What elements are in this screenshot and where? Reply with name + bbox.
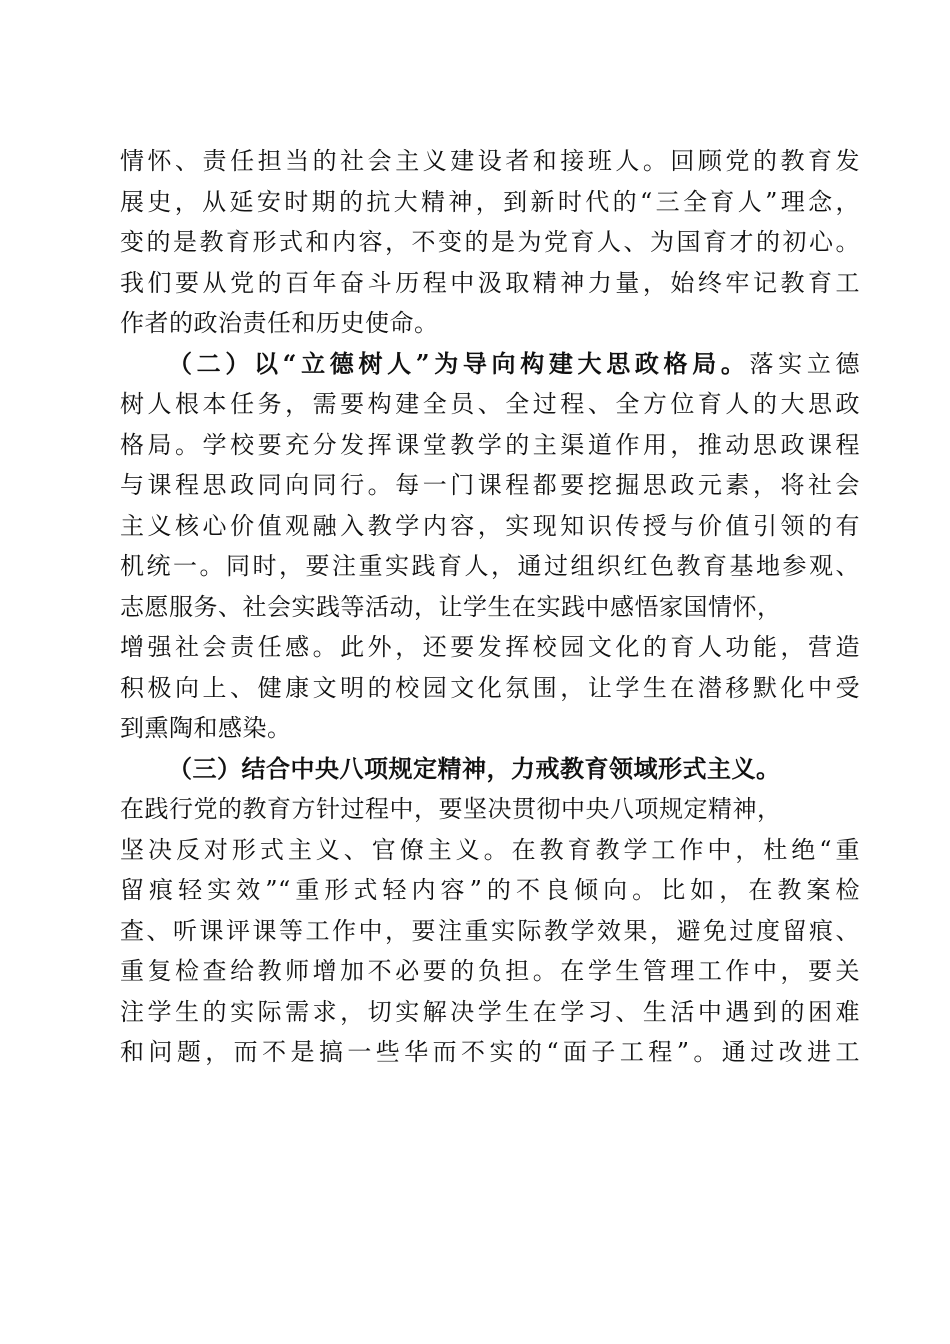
line-text: 查、听课评课等工作中，要注重实际教学效果，避免过度留痕、 (120, 916, 860, 945)
text-line (120, 384, 860, 425)
line-text: 注学生的实际需求，切实解决学生在学习、生活中遇到的困难 (120, 997, 860, 1026)
line-text: 机统一。同时，要注重实践育人，通过组织红色教育基地参观、 (120, 552, 860, 580)
line-text: 志愿服务、社会实践等活动，让学生在实践中感悟家国情怀， (120, 592, 782, 621)
line-text: 坚决反对形式主义、官僚主义。在教育教学工作中，杜绝“重 (120, 835, 860, 864)
text-line (120, 344, 860, 385)
line-text: 重复检查给教师增加不必要的负担。在学生管理工作中，要关 (120, 957, 860, 985)
line-text: 与课程思政同向同行。每一门课程都要挖掘思政元素，将社会 (120, 471, 860, 499)
text-line (120, 992, 860, 1033)
line-text: 到熏陶和感染。 (120, 714, 292, 742)
text-line (120, 506, 860, 547)
section-heading: （二）以“立德树人”为导向构建大思政格局。 (168, 348, 750, 378)
text-line (120, 303, 860, 344)
text-line (120, 425, 860, 466)
line-text: 变的是教育形式和内容，不变的是为党育人、为国育才的初心。 (120, 228, 860, 256)
text-line (120, 465, 860, 506)
text-line (120, 911, 860, 952)
line-text: 格局。学校要充分发挥课堂教学的主渠道作用，推动思政课程 (120, 430, 860, 459)
text-line (120, 1032, 860, 1073)
section-heading: （三）结合中央八项规定精神，力戒教育领域形式主义。 (168, 753, 781, 783)
text-line (120, 141, 860, 182)
line-text: 增强社会责任感。此外，还要发挥校园文化的育人功能，营造 (120, 633, 860, 661)
line-text: 情怀、责任担当的社会主义建设者和接班人。回顾党的教育发 (120, 147, 860, 175)
text-line (120, 263, 860, 304)
text-line (120, 182, 860, 223)
text-line (120, 222, 860, 263)
line-text: 主义核心价值观融入教学内容，实现知识传授与价值引领的有 (120, 511, 860, 540)
line-text: 树人根本任务，需要构建全员、全过程、全方位育人的大思政 (120, 390, 860, 418)
line-text: 我们要从党的百年奋斗历程中汲取精神力量，始终牢记教育工 (120, 268, 860, 297)
line-text: 和问题，而不是搞一些华而不实的“面子工程”。通过改进工 (120, 1038, 860, 1066)
text-line (120, 587, 860, 628)
text-line (120, 627, 860, 668)
line-text: 留痕轻实效”“重形式轻内容”的不良倾向。比如，在教案检 (120, 876, 860, 904)
text-line (120, 546, 860, 587)
line-text: 作者的政治责任和历史使命。 (120, 309, 439, 337)
text-line (120, 870, 860, 911)
document-body (120, 141, 860, 1073)
text-line (120, 708, 860, 749)
line-text: 积极向上、健康文明的校园文化氛围，让学生在潜移默化中受 (120, 673, 860, 702)
line-text: 展史，从延安时期的抗大精神，到新时代的“三全育人”理念， (120, 187, 860, 216)
text-line (120, 668, 860, 709)
text-line (120, 830, 860, 871)
line-text: 在践行党的教育方针过程中，要坚决贯彻中央八项规定精神， (120, 795, 782, 823)
text-line (120, 789, 860, 830)
text-line (120, 951, 860, 992)
text-line (120, 749, 860, 790)
line-text: 落实立德 (749, 349, 861, 378)
